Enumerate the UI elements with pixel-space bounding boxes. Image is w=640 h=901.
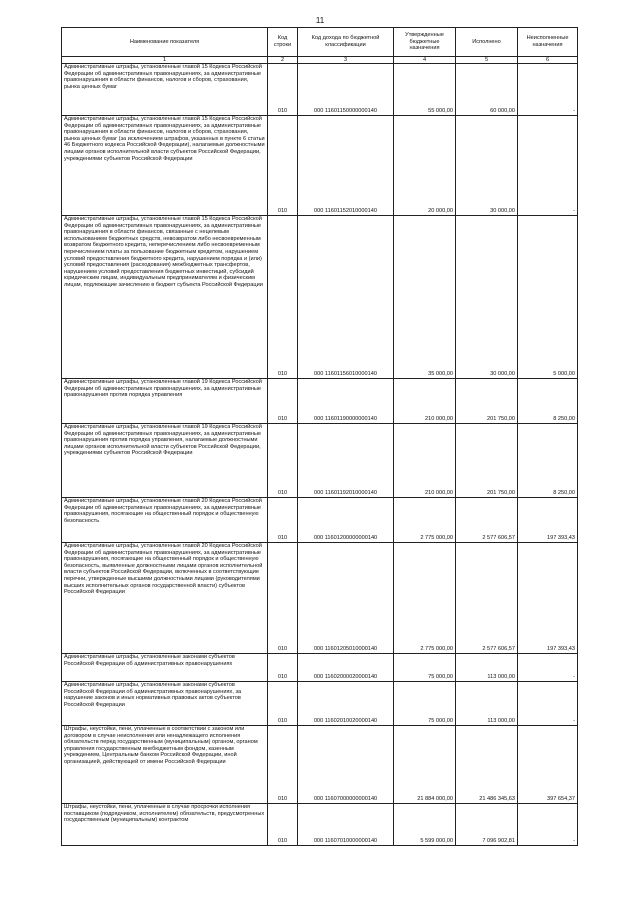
row-unexecuted: -	[518, 116, 578, 216]
row-executed: 30 000,00	[456, 216, 518, 379]
table-row	[62, 804, 578, 846]
row-approved: 210 000,00	[394, 379, 456, 424]
table-row	[62, 64, 578, 116]
row-line-code: 010	[268, 379, 298, 424]
row-name: Административные штрафы, установленные законами субъектов Российской Федерации об административных правонарушениях, за нарушение законов и иных нормативных правовых актов субъектов Российской Федерации	[62, 682, 268, 726]
row-name: Административные штрафы, установленные главой 15 Кодекса Российской Федерации об административных правонарушениях, за административные правонарушения в области финансов, налогов и сборов, страхования, рынка ценных бумаг	[62, 64, 268, 116]
column-number: 1	[62, 57, 268, 64]
row-executed: 60 000,00	[456, 64, 518, 116]
row-income-code: 000 11601150000000140	[298, 64, 394, 116]
column-number: 5	[456, 57, 518, 64]
row-income-code: 000 11601200000000140	[298, 498, 394, 543]
row-unexecuted: -	[518, 804, 578, 846]
row-line-code: 010	[268, 116, 298, 216]
row-name: Административные штрафы, установленные главой 19 Кодекса Российской Федерации об административных правонарушениях, за административные правонарушения против порядка управления	[62, 379, 268, 424]
column-number: 3	[298, 57, 394, 64]
row-approved: 20 000,00	[394, 116, 456, 216]
header-executed: Исполнено	[456, 28, 518, 57]
row-income-code: 000 11607000000000140	[298, 726, 394, 804]
header-name: Наименование показателя	[62, 28, 268, 57]
row-line-code: 010	[268, 498, 298, 543]
row-name: Штрафы, неустойки, пени, уплаченные в соответствии с законом или договором в случае неисполнения или ненадлежащего исполнения обязательств перед государственным (муниципальным) органом, органом управления государственным внебюджетным фондом, казенным учреждением, Центральным банком Российской Федерации, иной организацией, действующей от имени Российской Федерации	[62, 726, 268, 804]
row-line-code: 010	[268, 682, 298, 726]
row-executed: 2 577 606,57	[456, 543, 518, 654]
row-unexecuted: 197 393,43	[518, 543, 578, 654]
row-name: Административные штрафы, установленные законами субъектов Российской Федерации об административных правонарушениях	[62, 654, 268, 682]
row-line-code: 010	[268, 543, 298, 654]
row-unexecuted: 197 393,43	[518, 498, 578, 543]
table-row	[62, 498, 578, 543]
row-executed: 201 750,00	[456, 379, 518, 424]
row-name: Административные штрафы, установленные главой 15 Кодекса Российской Федерации об административных правонарушениях, за административные правонарушения в области финансов, связанные с нецелевым использованием бюджетных средств, невозвратом либо несвоевременным возвратом бюджетного кредита, неперечислением либо несвоевременным перечислением платы за пользование бюджетным кредитом, нарушением условий предоставления бюджетного кредита, нарушением порядка и (или) условий предоставления (расходования) межбюджетных трансфертов, нарушением условий предоставления бюджетных инвестиций, субсидий юридическим лицам, индивидуальным предпринимателям и физическим лицам, подлежащие зачислению в бюджет субъекта Российской Федерации	[62, 216, 268, 379]
page-number: 11	[315, 16, 325, 25]
row-name: Административные штрафы, установленные главой 20 Кодекса Российской Федерации об административных правонарушениях, за административные правонарушения, посягающие на общественный порядок и общественную безопасность	[62, 498, 268, 543]
column-number: 4	[394, 57, 456, 64]
row-executed: 30 000,00	[456, 116, 518, 216]
row-approved: 35 000,00	[394, 216, 456, 379]
row-unexecuted: -	[518, 654, 578, 682]
row-line-code: 010	[268, 726, 298, 804]
row-unexecuted: 8 250,00	[518, 424, 578, 498]
row-income-code: 000 11607010000000140	[298, 804, 394, 846]
table-row	[62, 726, 578, 804]
row-income-code: 000 11601152010000140	[298, 116, 394, 216]
table-row	[62, 379, 578, 424]
row-approved: 2 775 000,00	[394, 543, 456, 654]
row-name: Административные штрафы, установленные главой 20 Кодекса Российской Федерации об административных правонарушениях, за административные правонарушения, посягающие на общественный порядок и общественную безопасность, выявленные должностными лицами органов исполнительной власти субъектов Российской Федерации, включенных в соответствующие перечни, утвержденные высшими должностными лицами (руководителями высших исполнительных органов государственной власти) субъектов Российской Федерации	[62, 543, 268, 654]
row-executed: 113 000,00	[456, 654, 518, 682]
row-income-code: 000 11601205010000140	[298, 543, 394, 654]
header-income-code: Код дохода по бюджетной классификации	[298, 28, 394, 57]
row-name: Административные штрафы, установленные главой 19 Кодекса Российской Федерации об административных правонарушениях, за административные правонарушения против порядка управления, налагаемые должностными лицами органов исполнительной власти субъектов Российской Федерации, учреждениями субъектов Российской Федерации	[62, 424, 268, 498]
header-line-code: Код строки	[268, 28, 298, 57]
budget-execution-table	[61, 27, 578, 846]
row-line-code: 010	[268, 64, 298, 116]
row-approved: 75 000,00	[394, 654, 456, 682]
row-executed: 21 486 345,63	[456, 726, 518, 804]
table-row	[62, 654, 578, 682]
row-line-code: 010	[268, 804, 298, 846]
row-unexecuted: 8 250,00	[518, 379, 578, 424]
table-row	[62, 116, 578, 216]
table-row	[62, 543, 578, 654]
row-unexecuted: -	[518, 682, 578, 726]
column-number: 2	[268, 57, 298, 64]
header-approved: Утвержденные бюджетные назначения	[394, 28, 456, 57]
row-income-code: 000 11602000020000140	[298, 654, 394, 682]
row-executed: 2 577 606,57	[456, 498, 518, 543]
row-unexecuted: 397 654,37	[518, 726, 578, 804]
row-name: Штрафы, неустойки, пени, уплаченные в случае просрочки исполнения поставщиком (подрядчиком, исполнителем) обязательств, предусмотренных государственным (муниципальным) контрактом	[62, 804, 268, 846]
row-executed: 201 750,00	[456, 424, 518, 498]
row-approved: 5 599 000,00	[394, 804, 456, 846]
row-unexecuted: 5 000,00	[518, 216, 578, 379]
header-row	[62, 28, 578, 57]
row-approved: 210 000,00	[394, 424, 456, 498]
table-row	[62, 682, 578, 726]
row-income-code: 000 11602010020000140	[298, 682, 394, 726]
column-number-row	[62, 57, 578, 64]
header-unexecuted: Неисполненные назначения	[518, 28, 578, 57]
row-income-code: 000 11601156010000140	[298, 216, 394, 379]
column-number: 6	[518, 57, 578, 64]
row-approved: 75 000,00	[394, 682, 456, 726]
row-name: Административные штрафы, установленные главой 15 Кодекса Российской Федерации об административных правонарушениях, за административные правонарушения в области финансов, налогов и сборов, страхования, рынка ценных бумаг (за исключением штрафов, указанных в пункте 6 статьи 46 Бюджетного кодекса Российской Федерации), налагаемые должностными лицами органов исполнительной власти субъектов Российской Федерации, учреждениями субъектов Российской Федерации	[62, 116, 268, 216]
row-approved: 21 884 000,00	[394, 726, 456, 804]
table-row	[62, 216, 578, 379]
row-approved: 2 775 000,00	[394, 498, 456, 543]
row-income-code: 000 11601190000000140	[298, 379, 394, 424]
row-unexecuted: -	[518, 64, 578, 116]
row-executed: 7 096 902,81	[456, 804, 518, 846]
table-row	[62, 424, 578, 498]
row-executed: 113 000,00	[456, 682, 518, 726]
row-line-code: 010	[268, 654, 298, 682]
row-line-code: 010	[268, 216, 298, 379]
row-line-code: 010	[268, 424, 298, 498]
row-approved: 55 000,00	[394, 64, 456, 116]
row-income-code: 000 11601192010000140	[298, 424, 394, 498]
